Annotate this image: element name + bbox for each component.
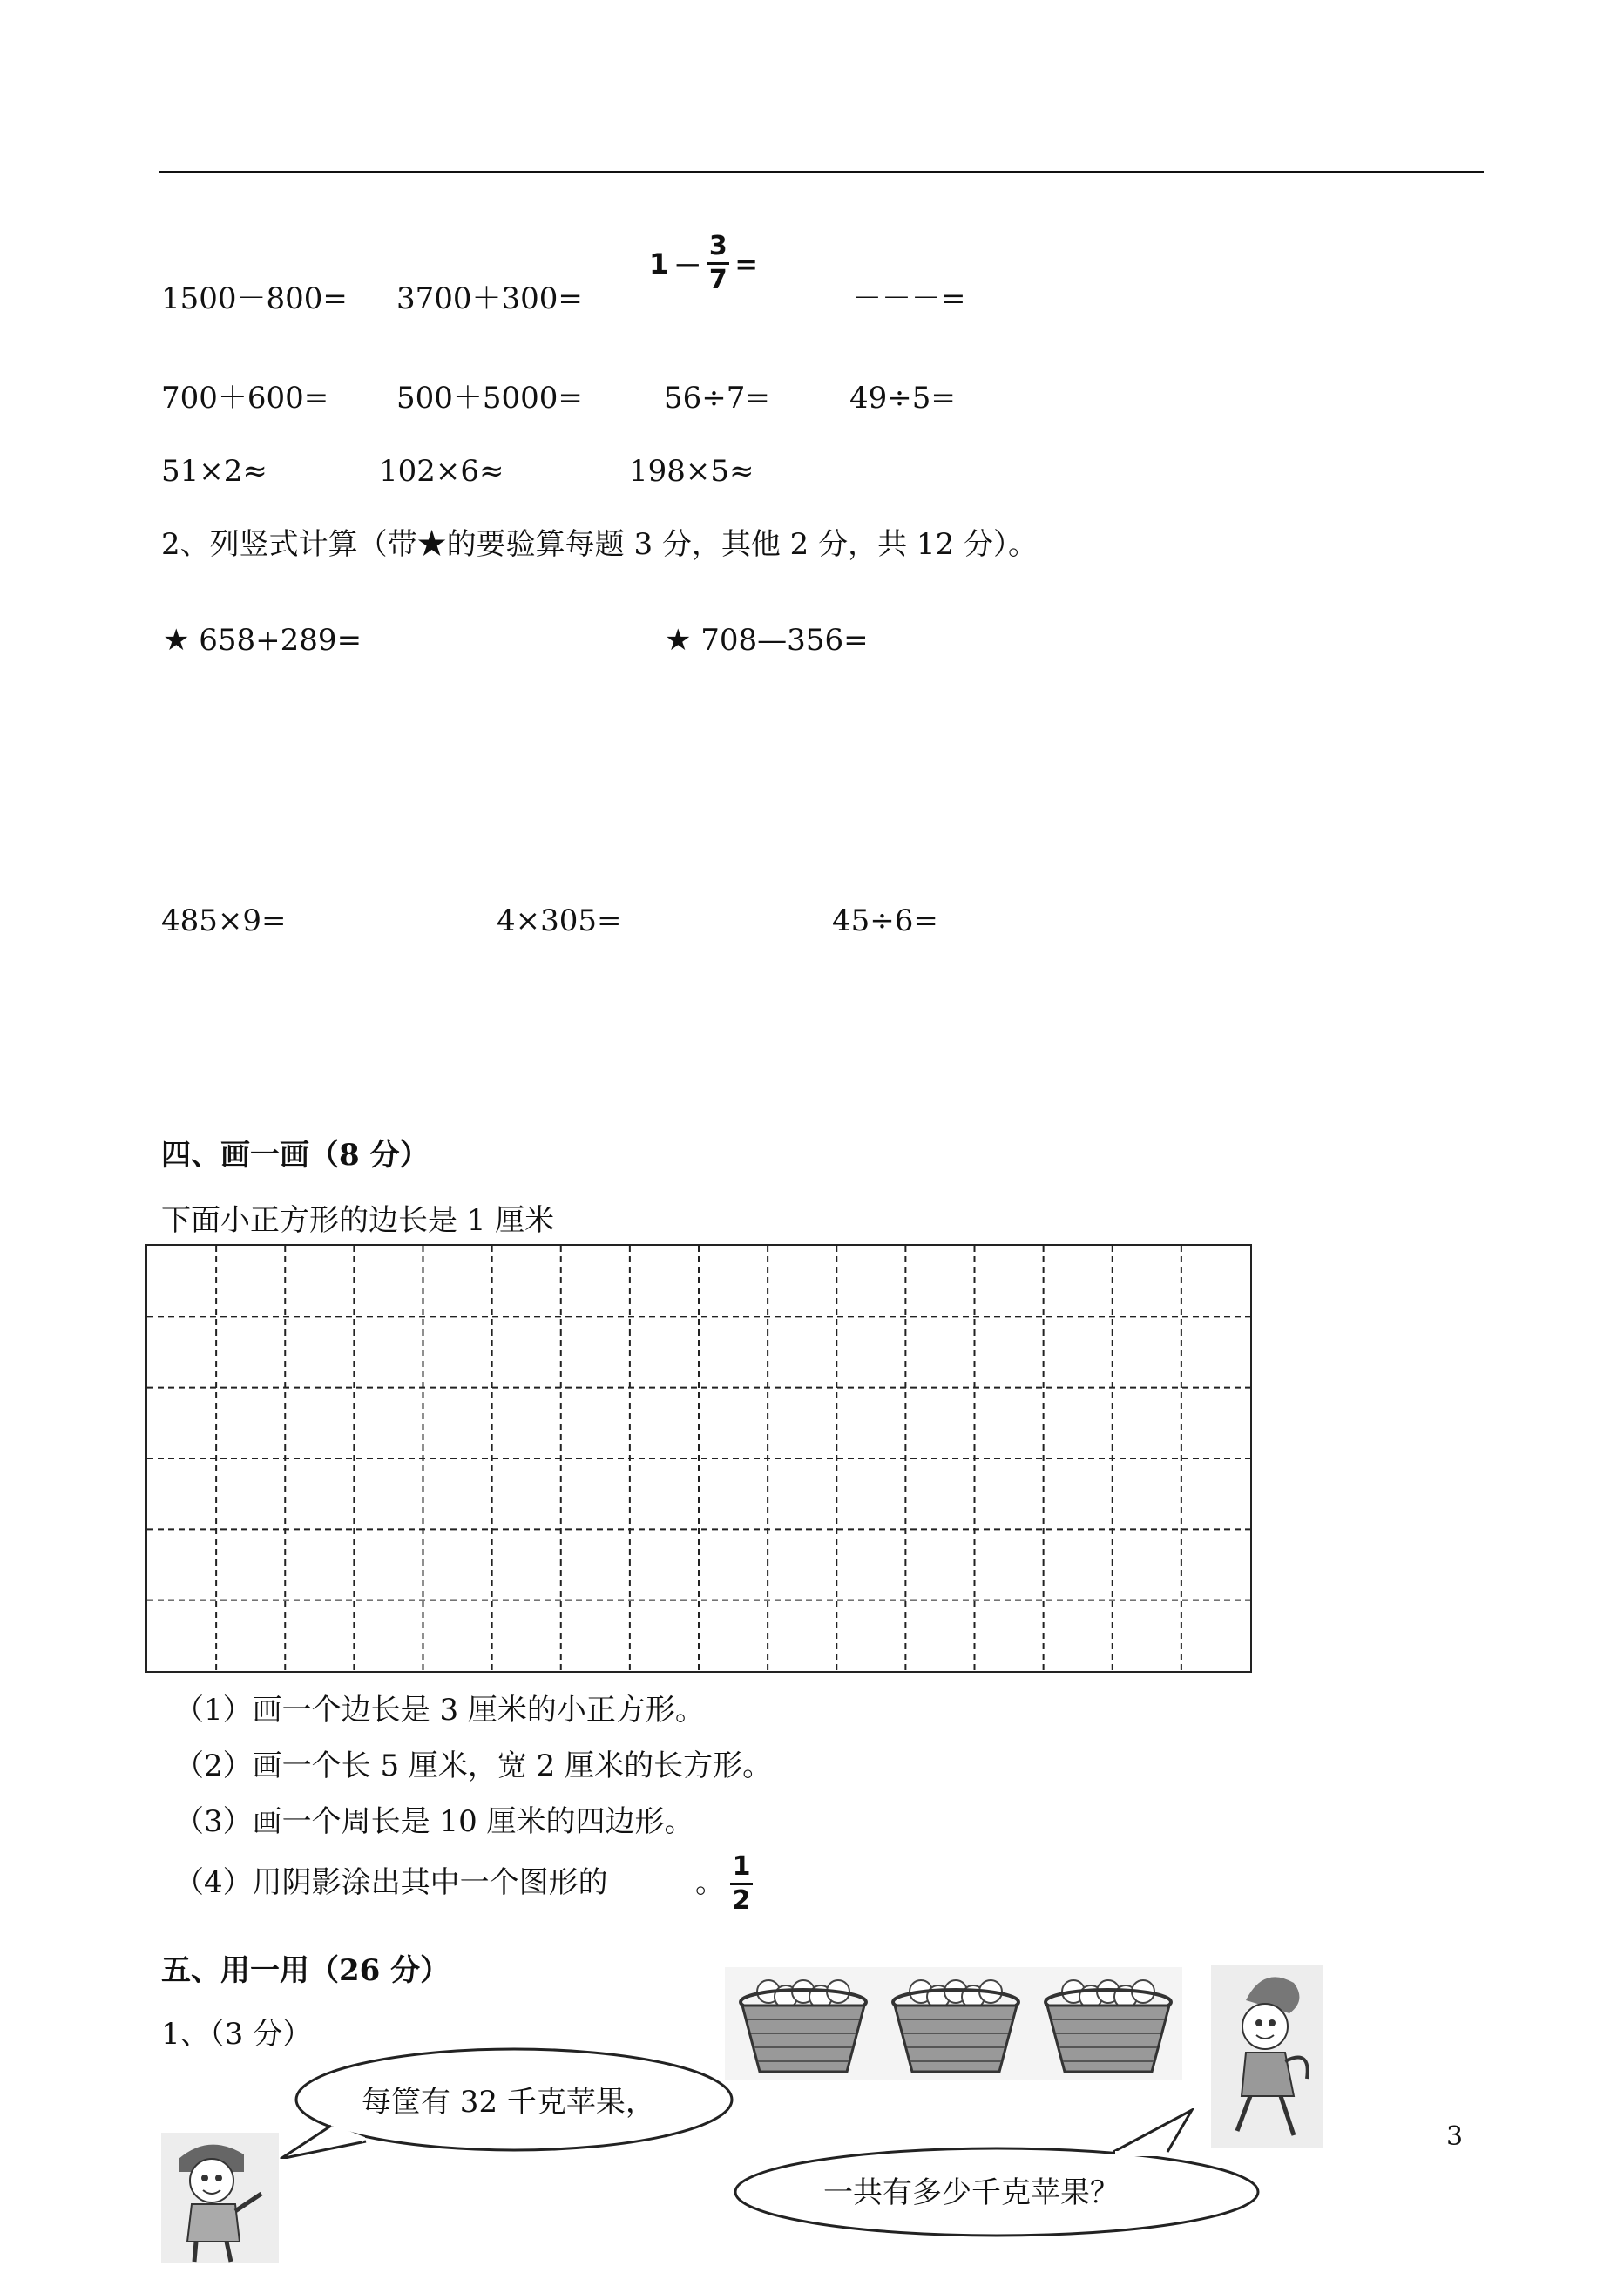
fraction-numerator: 3	[708, 231, 727, 261]
calc-item: 485×9=	[161, 903, 287, 938]
calc-item: 49÷5=	[849, 381, 956, 416]
section-heading: 五、用一用（26 分）	[161, 1953, 450, 1988]
apple-basket	[1045, 1980, 1171, 2072]
grid-lines	[147, 1246, 1254, 1674]
calc-item: ★ 708—356=	[665, 623, 869, 658]
calc-item: －－－=	[852, 281, 966, 316]
fraction-minus: －	[673, 248, 702, 282]
header-rule	[159, 171, 1484, 173]
calc-item: 102×6≈	[379, 454, 504, 489]
page-number: 3	[1446, 2121, 1464, 2152]
calc-item: 1500－800=	[161, 281, 348, 316]
task-item: （1）画一个边长是 3 厘米的小正方形。	[174, 1693, 705, 1728]
fraction-denominator: 7	[708, 265, 727, 295]
question-number: 1、（3 分）	[161, 2017, 313, 2052]
task-item: （4）用阴影涂出其中一个图形的	[174, 1865, 608, 1900]
task-end: 。	[695, 1865, 725, 1900]
calc-item: 45÷6=	[832, 903, 938, 938]
apple-baskets-image	[725, 1967, 1182, 2080]
bubble-text-2: 一共有多少千克苹果？	[823, 2175, 1120, 2210]
calc-item: 500＋5000=	[396, 381, 583, 416]
fraction-one-half	[730, 1851, 753, 1916]
fraction-three-sevenths	[707, 233, 729, 294]
calc-item: 198×5≈	[629, 454, 754, 489]
section-intro: 下面小正方形的边长是 1 厘米	[161, 1203, 555, 1238]
calc-item: 56÷7=	[664, 381, 770, 416]
task-item: （3）画一个周长是 10 厘米的四边形。	[174, 1804, 694, 1839]
boy-cartoon-image	[161, 2133, 279, 2263]
bubble-text-1: 每筐有 32 千克苹果，	[362, 2085, 655, 2120]
calc-item: ★ 658+289=	[163, 623, 362, 658]
apple-basket	[741, 1980, 866, 2072]
fraction-whole: 1	[649, 247, 669, 281]
section-heading: 四、画一画（8 分）	[161, 1138, 430, 1173]
fraction-expression	[649, 233, 758, 294]
girl-cartoon-image	[1211, 1965, 1323, 2148]
apple-basket	[893, 1980, 1018, 2072]
calc-item: 700＋600=	[161, 381, 329, 416]
fraction-numerator: 1	[732, 1851, 751, 1882]
fraction-denominator: 2	[732, 1885, 751, 1916]
task-item: （2）画一个长 5 厘米，宽 2 厘米的长方形。	[174, 1748, 773, 1783]
calc-item: 3700＋300=	[396, 281, 583, 316]
square-grid[interactable]	[145, 1244, 1252, 1673]
fraction-equals: =	[734, 247, 759, 281]
calc-item: 4×305=	[497, 903, 622, 938]
section-heading: 2、列竖式计算（带★的要验算每题 3 分，其他 2 分，共 12 分）。	[161, 527, 1039, 562]
speech-bubble-2	[721, 2108, 1279, 2239]
calc-item: 51×2≈	[161, 454, 267, 489]
